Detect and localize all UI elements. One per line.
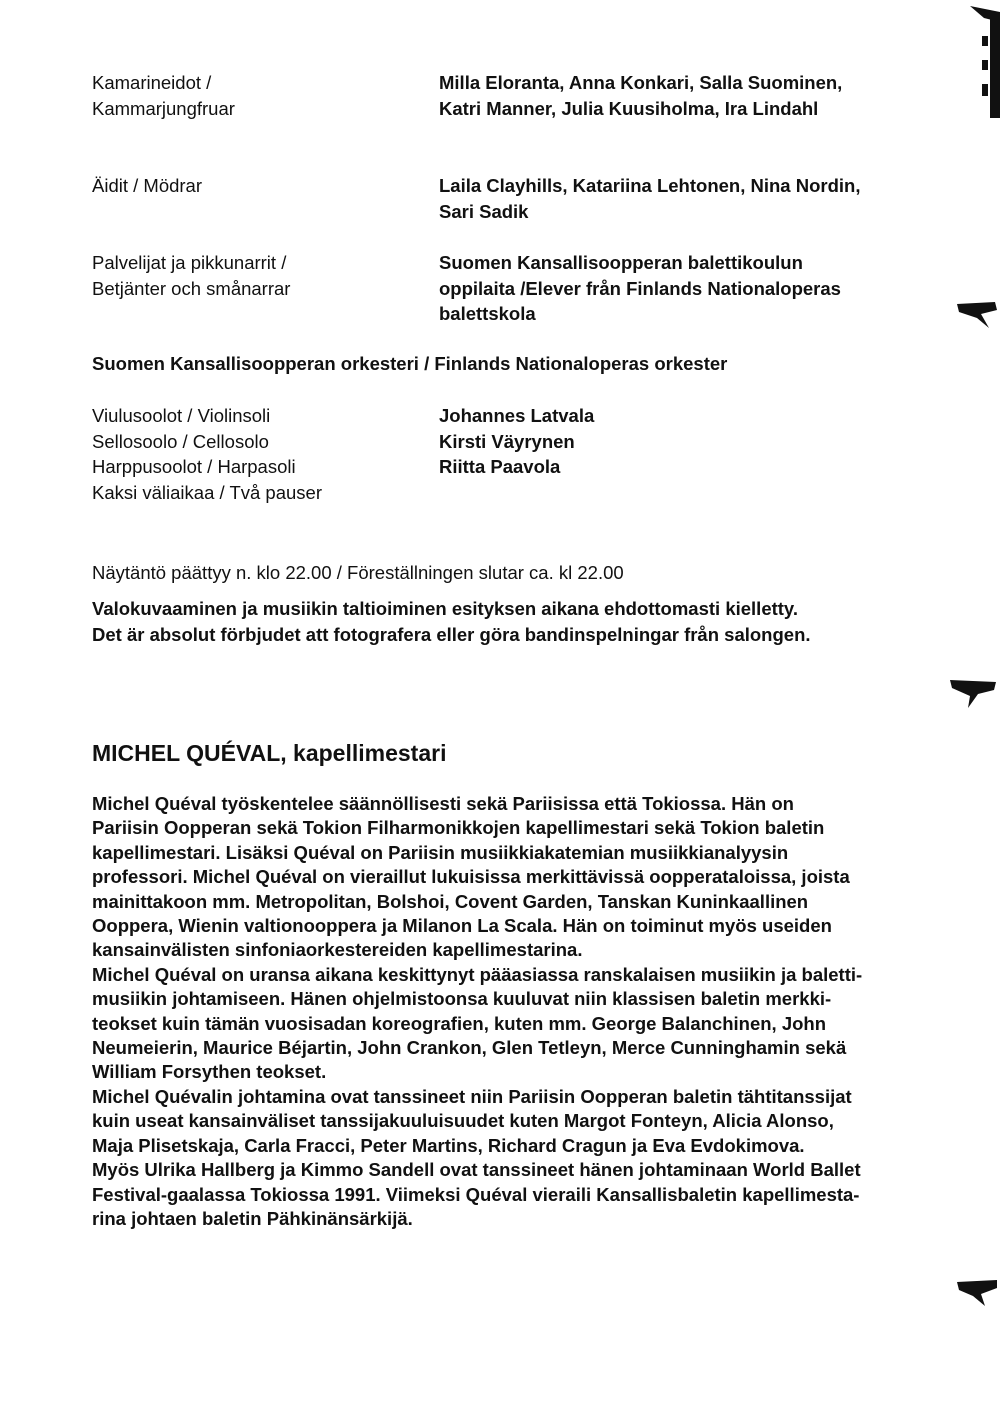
cast-role-label: Palvelijat ja pikkunarrit / Betjänter och smånarrar: [92, 252, 291, 299]
cast-performers: Suomen Kansallisoopperan balettikoulun oppilaita /Elever från Finlands Nationaloperas balettskola: [439, 252, 841, 324]
bio-text: Michel Quéval työskentelee säännöllisesti sekä Pariisissa että Tokiossa. Hän on Pariisin Oopperan sekä Tokion Filharmonikkojen kapellimestari sekä Tokion baletin kapellimestari. Lisäksi Quéval on Pariisin musiikkiakatemian musiikkianalyysin professori. Michel Quéval on vieraillut lukuisissa merkittävissä oopperataloissa, joista mainittakoon mm. Metropolitan, Bolshoi, Covent Garden, Tanskan Kuninkaallinen Ooppera, Wienin valtionooppera ja Milanon La Scala. Hän on toiminut myös useiden kansainvälisten sinfoniaorkestereiden kapellimestarina. Michel Quéval on uransa aikana keskittynyt pääasiassa ranskalaisen musiikin ja baletti- musiikin johtamiseen. Hänen ohjelmistoonsa kuuluvat niin klassisen baletin merkki- teokset kuin tämän vuosisadan koreografien, kuten mm. George Balanchinen, John Neumeierin, Maurice Béjartin, John Crankon, Glen Tetleyn, Merce Cunninghamin sekä William Forsythen teokset. Michel Quévalin johtamina ovat tanssineet niin Pariisin Oopperan baletin tähtitanssijat kuin useat kansainväliset tanssijakuuluisuudet kuten Margot Fonteyn, Alicia Alonso, Maja Plisetskaja, Carla Fracci, Peter Martins, Richard Cragun ja Eva Evdokimova. Myös Ulrika Hallberg ja Kimmo Sandell ovat tanssineet hänen johtaminaan World Ballet Festival-gaalassa Tokiossa 1991. Viimeksi Quéval vieraili Kansallisbaletin kapellimesta- rina johtaen baletin Pähkinänsärkijä.: [92, 793, 863, 1229]
recording-prohibited-notice: Valokuvaaminen ja musiikin taltioiminen esityksen aikana ehdottomasti kielletty. Det är absolut förbjudet att fotografera eller göra bandinspelningar från salongen.: [92, 598, 811, 645]
soloist-names: [439, 403, 839, 480]
cast-role-label: Äidit / Mödrar: [92, 175, 203, 196]
binding-mark-icon: [970, 0, 1000, 130]
scan-smudge-icon: [948, 672, 1000, 712]
scan-smudge-icon: [955, 298, 1000, 334]
soloist-name: Riitta Paavola: [439, 456, 561, 477]
orchestra-heading: Suomen Kansallisoopperan orkesteri / Finlands Nationaloperas orkester: [92, 353, 728, 374]
soloist-label: Sellosoolo / Cellosolo: [92, 430, 269, 452]
scan-smudge-icon: [955, 1274, 1000, 1310]
soloist-label: Kaksi väliaikaa / Två pauser: [92, 481, 322, 503]
bio-title: MICHEL QUÉVAL, kapellimestari: [92, 740, 447, 766]
soloist-labels: [92, 403, 432, 505]
cast-performers: Milla Eloranta, Anna Konkari, Salla Suominen, Katri Manner, Julia Kuusiholma, Ira Lindahl: [439, 72, 843, 119]
cast-role-label: Kamarineidot / Kammarjungfruar: [92, 72, 235, 119]
soloist-label: Harppusoolot / Harpasoli: [92, 456, 296, 477]
end-time-note: Näytäntö päättyy n. klo 22.00 / Föreställningen slutar ca. kl 22.00: [92, 562, 624, 583]
soloist-name: Johannes Latvala: [439, 405, 595, 426]
cast-performers: Laila Clayhills, Katariina Lehtonen, Nina Nordin, Sari Sadik: [439, 175, 861, 222]
soloist-label: Viulusoolot / Violinsoli: [92, 405, 271, 426]
soloist-name: Kirsti Väyrynen: [439, 430, 575, 452]
